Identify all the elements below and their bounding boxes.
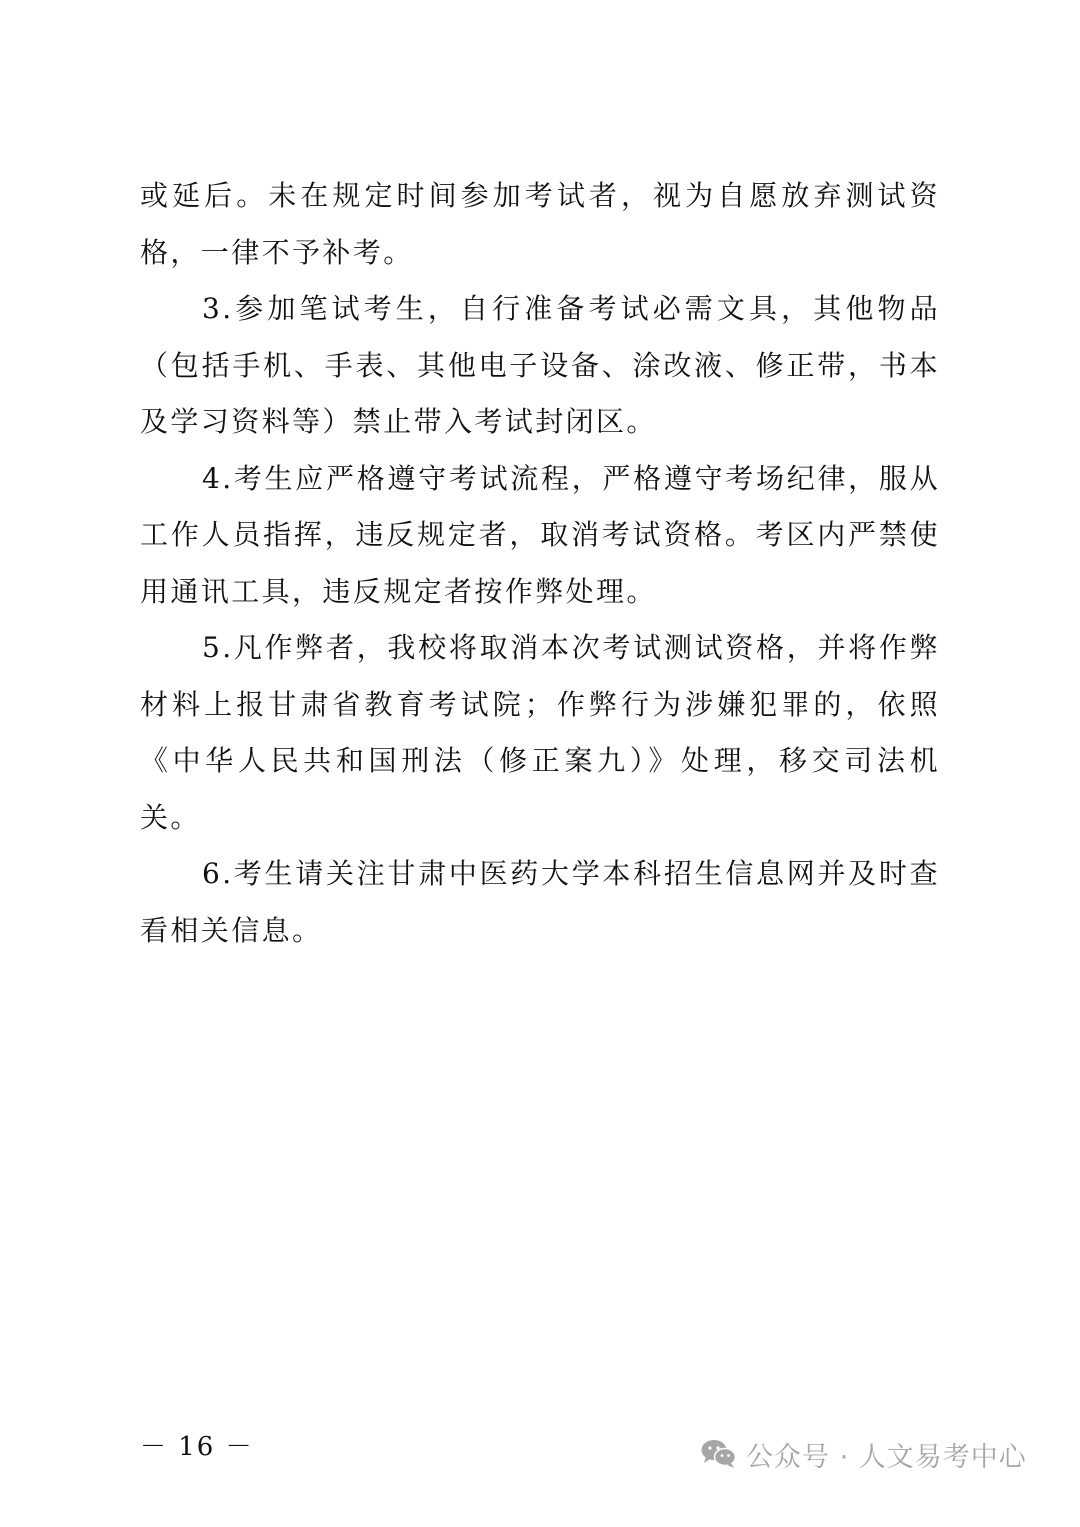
- paragraph-continuation: 或延后。未在规定时间参加考试者，视为自愿放弃测试资格，一律不予补考。: [140, 179, 940, 269]
- paragraph-item-4: 4.考生应严格遵守考试流程，严格遵守考场纪律，服从工作人员指挥，违反规定者，取消考试资格。考区内严禁使用通讯工具，违反规定者按作弊处理。: [140, 461, 940, 608]
- page-number: － 16 －: [140, 1432, 254, 1462]
- wechat-icon: [700, 1438, 738, 1470]
- document-body: [140, 168, 940, 959]
- paragraph-item-6: 6.考生请关注甘肃中医药大学本科招生信息网并及时查看相关信息。: [140, 857, 940, 947]
- watermark-text: 公众号 · 人文易考中心: [746, 1441, 1027, 1473]
- watermark: [700, 1432, 1027, 1476]
- paragraph-item-5: 5.凡作弊者，我校将取消本次考试测试资格，并将作弊材料上报甘肃省教育考试院；作弊行为涉嫌犯罪的，依照《中华人民共和国刑法（修正案九）》处理，移交司法机关。: [140, 631, 940, 834]
- paragraph-item-3: 3.参加笔试考生，自行准备考试必需文具，其他物品（包括手机、手表、其他电子设备、涂改液、修正带，书本及学习资料等）禁止带入考试封闭区。: [140, 292, 940, 438]
